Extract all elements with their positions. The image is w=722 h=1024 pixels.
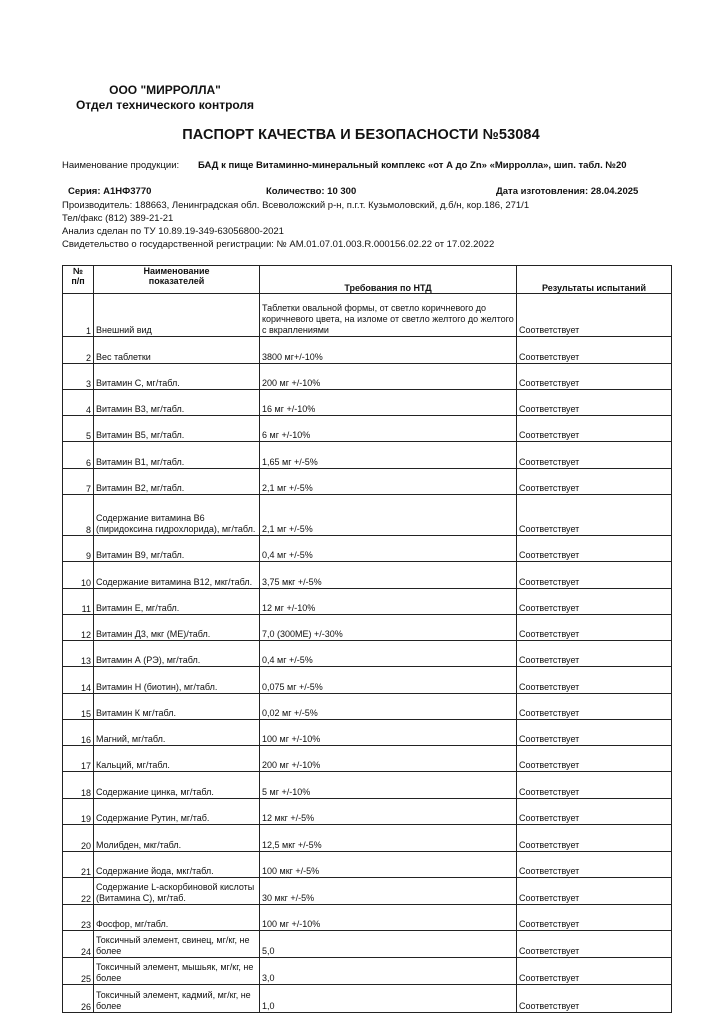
table-row bbox=[63, 589, 672, 615]
requirement: 3,0 bbox=[260, 958, 517, 985]
indicator-name: Содержание йода, мкг/табл. bbox=[94, 852, 260, 878]
row-number: 22 bbox=[63, 878, 94, 905]
table-row bbox=[63, 294, 672, 337]
row-number: 15 bbox=[63, 694, 94, 720]
table-row bbox=[63, 416, 672, 442]
row-number: 16 bbox=[63, 720, 94, 746]
test-result: Соответствует bbox=[517, 615, 672, 641]
row-number: 23 bbox=[63, 905, 94, 931]
test-result: Соответствует bbox=[517, 495, 672, 536]
row-number: 8 bbox=[63, 495, 94, 536]
indicator-name: Содержание Рутин, мг/таб. bbox=[94, 799, 260, 825]
document-title: ПАСПОРТ КАЧЕСТВА И БЕЗОПАСНОСТИ №53084 bbox=[182, 127, 540, 143]
table-header-row bbox=[63, 266, 672, 294]
test-result: Соответствует bbox=[517, 985, 672, 1013]
requirement: 3,75 мкг +/-5% bbox=[260, 562, 517, 589]
test-result: Соответствует bbox=[517, 931, 672, 958]
test-result: Соответствует bbox=[517, 442, 672, 469]
test-result: Соответствует bbox=[517, 364, 672, 390]
requirement: 1,0 bbox=[260, 985, 517, 1013]
header-requirement: Требования по НТД bbox=[260, 266, 517, 294]
row-number: 14 bbox=[63, 667, 94, 694]
row-number: 21 bbox=[63, 852, 94, 878]
row-number: 5 bbox=[63, 416, 94, 442]
requirement: Таблетки овальной формы, от светло коричневого до коричневого цвета, на изломе от светло желтого до желтого с вкраплениями bbox=[260, 294, 517, 337]
header-result: Результаты испытаний bbox=[517, 266, 672, 294]
requirement: 0,02 мг +/-5% bbox=[260, 694, 517, 720]
indicator-name: Витамин В5, мг/табл. bbox=[94, 416, 260, 442]
requirement: 3800 мг+/-10% bbox=[260, 337, 517, 364]
product-label: Наименование продукции: bbox=[62, 160, 180, 171]
requirement: 200 мг +/-10% bbox=[260, 746, 517, 772]
test-result: Соответствует bbox=[517, 667, 672, 694]
requirement: 100 мг +/-10% bbox=[260, 905, 517, 931]
table-row bbox=[63, 442, 672, 469]
test-result: Соответствует bbox=[517, 958, 672, 985]
indicator-name: Токсичный элемент, свинец, мг/кг, не более bbox=[94, 931, 260, 958]
indicator-name: Витамин В3, мг/табл. bbox=[94, 390, 260, 416]
requirement: 0,4 мг +/-5% bbox=[260, 641, 517, 667]
indicator-name: Витамин К мг/табл. bbox=[94, 694, 260, 720]
indicator-name: Витамин Н (биотин), мг/табл. bbox=[94, 667, 260, 694]
test-result: Соответствует bbox=[517, 294, 672, 337]
table-row bbox=[63, 931, 672, 958]
requirement: 0,4 мг +/-5% bbox=[260, 536, 517, 562]
table-row bbox=[63, 364, 672, 390]
test-result: Соответствует bbox=[517, 562, 672, 589]
requirement: 12 мкг +/-5% bbox=[260, 799, 517, 825]
row-number: 17 bbox=[63, 746, 94, 772]
table-row bbox=[63, 694, 672, 720]
row-number: 1 bbox=[63, 294, 94, 337]
indicator-name: Содержание цинка, мг/табл. bbox=[94, 772, 260, 799]
header-name: Наименование показателей bbox=[94, 266, 260, 294]
indicator-name: Витамин В2, мг/табл. bbox=[94, 469, 260, 495]
requirement: 30 мкг +/-5% bbox=[260, 878, 517, 905]
table-row bbox=[63, 562, 672, 589]
test-result: Соответствует bbox=[517, 825, 672, 852]
requirement: 12,5 мкг +/-5% bbox=[260, 825, 517, 852]
row-number: 18 bbox=[63, 772, 94, 799]
requirement: 2,1 мг +/-5% bbox=[260, 495, 517, 536]
tu-reference: Анализ сделан по ТУ 10.89.19-349-63056800-2021 bbox=[62, 226, 284, 237]
indicator-name: Содержание витамина В12, мкг/табл. bbox=[94, 562, 260, 589]
requirement: 5 мг +/-10% bbox=[260, 772, 517, 799]
table-row bbox=[63, 746, 672, 772]
requirement: 12 мг +/-10% bbox=[260, 589, 517, 615]
indicator-name: Витамин Д3, мкг (МЕ)/табл. bbox=[94, 615, 260, 641]
indicator-name: Витамин С, мг/табл. bbox=[94, 364, 260, 390]
row-number: 11 bbox=[63, 589, 94, 615]
table-row bbox=[63, 641, 672, 667]
table-row bbox=[63, 337, 672, 364]
indicator-name: Токсичный элемент, мышьяк, мг/кг, не более bbox=[94, 958, 260, 985]
requirement: 0,075 мг +/-5% bbox=[260, 667, 517, 694]
registration-certificate: Свидетельство о государственной регистрации: № AM.01.07.01.003.R.000156.02.22 от 17.02.2022 bbox=[62, 239, 495, 250]
indicator-name: Молибден, мкг/табл. bbox=[94, 825, 260, 852]
test-result: Соответствует bbox=[517, 905, 672, 931]
test-result: Соответствует bbox=[517, 772, 672, 799]
table-row bbox=[63, 852, 672, 878]
indicator-name: Витамин Е, мг/табл. bbox=[94, 589, 260, 615]
indicator-name: Фосфор, мг/табл. bbox=[94, 905, 260, 931]
table-row bbox=[63, 667, 672, 694]
test-result: Соответствует bbox=[517, 746, 672, 772]
requirement: 16 мг +/-10% bbox=[260, 390, 517, 416]
row-number: 24 bbox=[63, 931, 94, 958]
manufacture-date: Дата изготовления: 28.04.2025 bbox=[496, 186, 639, 197]
test-result: Соответствует bbox=[517, 390, 672, 416]
row-number: 19 bbox=[63, 799, 94, 825]
indicator-name: Вес таблетки bbox=[94, 337, 260, 364]
test-result: Соответствует bbox=[517, 416, 672, 442]
quantity: Количество: 10 300 bbox=[266, 186, 357, 197]
requirement: 5,0 bbox=[260, 931, 517, 958]
test-result: Соответствует bbox=[517, 469, 672, 495]
quality-table bbox=[62, 265, 672, 1013]
table-row bbox=[63, 878, 672, 905]
table-row bbox=[63, 825, 672, 852]
indicator-name: Кальций, мг/табл. bbox=[94, 746, 260, 772]
product-name: БАД к пище Витаминно-минеральный комплекс «от А до Zn» «Мирролла», шип. табл. №20 bbox=[198, 160, 627, 171]
test-result: Соответствует bbox=[517, 694, 672, 720]
row-number: 26 bbox=[63, 985, 94, 1013]
table-row bbox=[63, 720, 672, 746]
requirement: 100 мкг +/-5% bbox=[260, 852, 517, 878]
test-result: Соответствует bbox=[517, 852, 672, 878]
indicator-name: Внешний вид bbox=[94, 294, 260, 337]
row-number: 3 bbox=[63, 364, 94, 390]
table-row bbox=[63, 390, 672, 416]
row-number: 10 bbox=[63, 562, 94, 589]
test-result: Соответствует bbox=[517, 337, 672, 364]
table-row bbox=[63, 799, 672, 825]
department-name: Отдел технического контроля bbox=[75, 98, 255, 112]
requirement: 1,65 мг +/-5% bbox=[260, 442, 517, 469]
row-number: 12 bbox=[63, 615, 94, 641]
table-row bbox=[63, 536, 672, 562]
producer-address: Производитель: 188663, Ленинградская обл. Всеволожский р-н, п.г.т. Кузьмоловский, д.б/н, кор.186, 271/1 bbox=[62, 200, 530, 211]
table-row bbox=[63, 495, 672, 536]
indicator-name: Токсичный элемент, кадмий, мг/кг, не более bbox=[94, 985, 260, 1013]
test-result: Соответствует bbox=[517, 589, 672, 615]
indicator-name: Витамин А (РЭ), мг/табл. bbox=[94, 641, 260, 667]
company-name: ООО "МИРРОЛЛА" bbox=[109, 83, 221, 97]
row-number: 7 bbox=[63, 469, 94, 495]
requirement: 100 мг +/-10% bbox=[260, 720, 517, 746]
indicator-name: Содержание L-аскорбиновой кислоты (Витамина С), мг/таб. bbox=[94, 878, 260, 905]
test-result: Соответствует bbox=[517, 799, 672, 825]
table-row bbox=[63, 772, 672, 799]
indicator-name: Витамин В9, мг/табл. bbox=[94, 536, 260, 562]
series-number: Серия: А1НФ3770 bbox=[68, 186, 152, 197]
table-row bbox=[63, 615, 672, 641]
requirement: 2,1 мг +/-5% bbox=[260, 469, 517, 495]
row-number: 2 bbox=[63, 337, 94, 364]
row-number: 4 bbox=[63, 390, 94, 416]
phone-fax: Тел/факс (812) 389-21-21 bbox=[62, 213, 174, 224]
requirement: 7,0 (300МЕ) +/-30% bbox=[260, 615, 517, 641]
table-row bbox=[63, 958, 672, 985]
row-number: 13 bbox=[63, 641, 94, 667]
table-row bbox=[63, 985, 672, 1013]
row-number: 20 bbox=[63, 825, 94, 852]
row-number: 9 bbox=[63, 536, 94, 562]
test-result: Соответствует bbox=[517, 641, 672, 667]
indicator-name: Витамин В1, мг/табл. bbox=[94, 442, 260, 469]
row-number: 6 bbox=[63, 442, 94, 469]
test-result: Соответствует bbox=[517, 536, 672, 562]
row-number: 25 bbox=[63, 958, 94, 985]
indicator-name: Магний, мг/табл. bbox=[94, 720, 260, 746]
header-num: № п/п bbox=[63, 266, 94, 294]
requirement: 6 мг +/-10% bbox=[260, 416, 517, 442]
table-row bbox=[63, 905, 672, 931]
test-result: Соответствует bbox=[517, 720, 672, 746]
table-row bbox=[63, 469, 672, 495]
test-result: Соответствует bbox=[517, 878, 672, 905]
requirement: 200 мг +/-10% bbox=[260, 364, 517, 390]
indicator-name: Содержание витамина В6 (пиридоксина гидрохлорида), мг/табл. bbox=[94, 495, 260, 536]
